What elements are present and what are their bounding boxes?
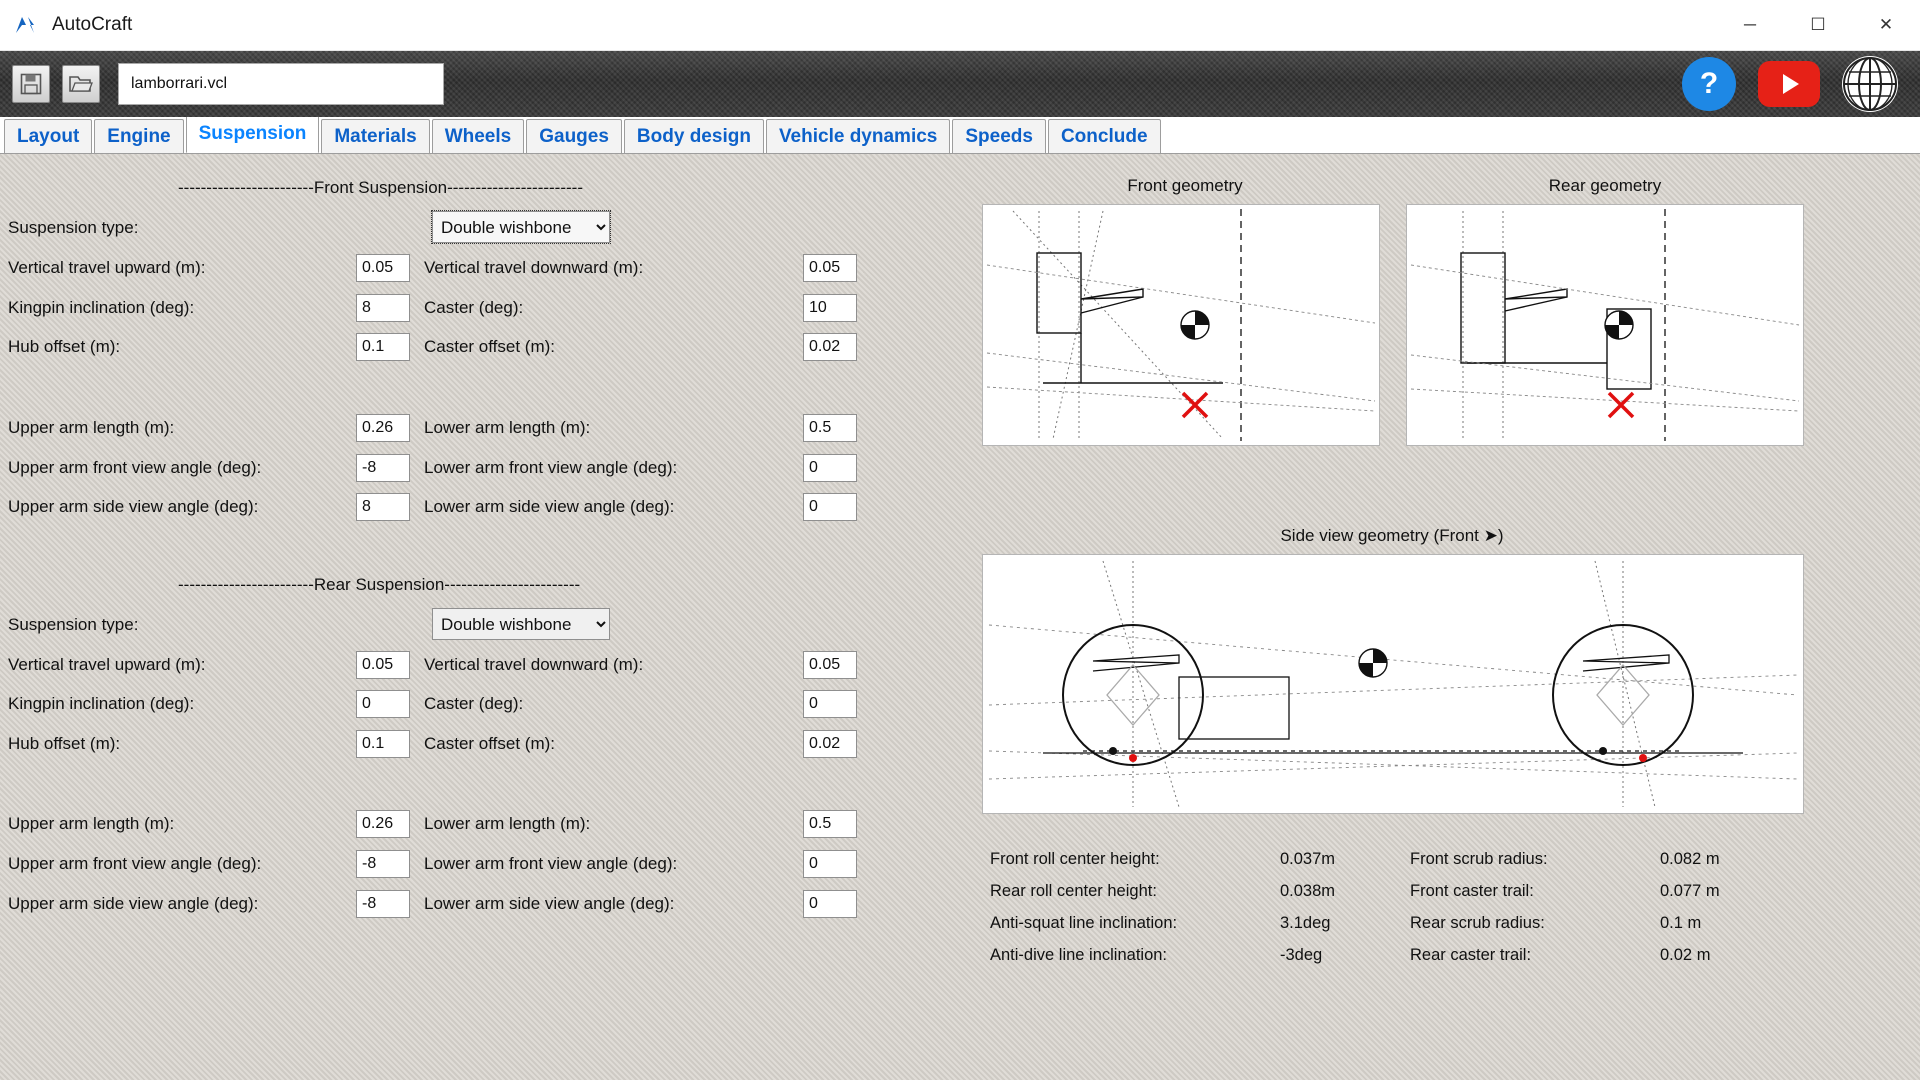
rear-lower-arm-side-angle-label: Lower arm side view angle (deg): (424, 894, 675, 913)
suspension-form (0, 154, 960, 1080)
tab-engine[interactable]: Engine (94, 119, 183, 153)
window-controls (1716, 0, 1920, 50)
front-vertical-travel-up-input[interactable] (356, 254, 410, 282)
rear-kingpin-input[interactable] (356, 690, 410, 718)
tab-suspension[interactable]: Suspension (186, 115, 320, 153)
front-suspension-type-select[interactable] (432, 211, 610, 243)
anti-squat-label: Anti-squat line inclination: (990, 914, 1178, 932)
roll-center-marker-icon (1181, 311, 1209, 339)
front-upper-arm-front-angle-input[interactable] (356, 454, 410, 482)
tab-gauges[interactable]: Gauges (526, 119, 622, 153)
open-folder-icon[interactable] (62, 65, 100, 103)
rear-vertical-travel-down-input[interactable] (803, 651, 857, 679)
rear-caster-label: Caster (deg): (424, 694, 524, 713)
side-view-drawing (983, 555, 1803, 813)
tab-wheels[interactable]: Wheels (432, 119, 525, 153)
front-vertical-travel-down-input[interactable] (803, 254, 857, 282)
maximize-icon[interactable]: ☐ (1810, 15, 1826, 34)
globe-www-icon[interactable] (1842, 56, 1898, 112)
front-red-marker-icon (1129, 754, 1137, 762)
front-caster-trail-label: Front caster trail: (1410, 882, 1534, 900)
tab-body-design[interactable]: Body design (624, 119, 764, 153)
front-suspension-header: ------------------------Front Suspension------------------------ (178, 178, 583, 197)
open-folder-glyph (69, 74, 93, 94)
toolbar-actions (1682, 56, 1898, 112)
youtube-icon[interactable] (1758, 61, 1820, 107)
rear-lower-arm-front-angle-input[interactable] (803, 850, 857, 878)
front-geometry-diagram[interactable] (982, 204, 1380, 446)
rear-geometry-title: Rear geometry (1548, 176, 1662, 195)
front-kingpin-input[interactable] (356, 294, 410, 322)
tab-layout[interactable]: Layout (4, 119, 92, 153)
front-scrub-radius-label: Front scrub radius: (1410, 850, 1548, 868)
filename-text: lamborrari.vcl (131, 75, 228, 92)
front-hub-offset-label: Hub offset (m): (8, 337, 121, 356)
rear-lower-arm-front-angle-label: Lower arm front view angle (deg): (424, 854, 678, 873)
front-upper-arm-length-input[interactable] (356, 414, 410, 442)
front-vertical-travel-down-label: Vertical travel downward (m): (424, 258, 644, 277)
front-caster-offset-label: Caster offset (m): (424, 337, 555, 356)
title-bar (0, 0, 1920, 51)
rear-red-marker-icon (1639, 754, 1647, 762)
tab-materials[interactable]: Materials (321, 119, 429, 153)
rear-kingpin-label: Kingpin inclination (deg): (8, 694, 195, 713)
rear-scrub-radius-label: Rear scrub radius: (1410, 914, 1545, 932)
geometry-previews (960, 154, 1920, 1080)
front-geometry-drawing (983, 205, 1379, 445)
rear-suspension-type-label: Suspension type: (8, 615, 139, 634)
rear-roll-center-height-value: 0.038m (1280, 882, 1336, 900)
rear-upper-arm-length-input[interactable] (356, 810, 410, 838)
anti-dive-label: Anti-dive line inclination: (990, 946, 1168, 964)
rear-suspension-type-select[interactable] (432, 608, 610, 640)
page-title: AutoCraft (52, 14, 133, 35)
front-upper-arm-length-label: Upper arm length (m): (8, 418, 175, 437)
rear-lower-arm-length-label: Lower arm length (m): (424, 814, 591, 833)
rear-lower-arm-length-input[interactable] (803, 810, 857, 838)
front-caster-label: Caster (deg): (424, 298, 524, 317)
front-lower-arm-side-angle-input[interactable] (803, 493, 857, 521)
front-scrub-radius-value: 0.082 m (1660, 850, 1720, 868)
rear-contact-point-icon (1599, 747, 1607, 755)
front-lower-arm-front-angle-label: Lower arm front view angle (deg): (424, 458, 678, 477)
rear-vertical-travel-down-label: Vertical travel downward (m): (424, 655, 644, 674)
front-roll-center-height-value: 0.037m (1280, 850, 1336, 868)
rear-lower-arm-side-angle-input[interactable] (803, 890, 857, 918)
roll-center-marker-icon (1605, 311, 1633, 339)
rear-roll-center-height-label: Rear roll center height: (990, 882, 1157, 900)
results-readout (960, 834, 1920, 964)
save-disk-icon[interactable] (12, 65, 50, 103)
front-lower-arm-front-angle-input[interactable] (803, 454, 857, 482)
tab-speeds[interactable]: Speeds (952, 119, 1046, 153)
front-upper-arm-side-angle-label: Upper arm side view angle (deg): (8, 497, 259, 516)
help-icon[interactable]: ? (1682, 57, 1736, 111)
tab-bar (0, 117, 1920, 154)
front-caster-offset-input[interactable] (803, 333, 857, 361)
tab-conclude[interactable]: Conclude (1048, 119, 1161, 153)
front-vertical-travel-up-label: Vertical travel upward (m): (8, 258, 206, 277)
filename-field[interactable] (118, 63, 444, 105)
anti-squat-value: 3.1deg (1280, 914, 1331, 932)
anti-dive-value: -3deg (1280, 946, 1323, 964)
rear-upper-arm-side-angle-input[interactable] (356, 890, 410, 918)
rear-caster-offset-label: Caster offset (m): (424, 734, 555, 753)
front-contact-point-icon (1109, 747, 1117, 755)
rear-hub-offset-label: Hub offset (m): (8, 734, 121, 753)
rear-upper-arm-side-angle-label: Upper arm side view angle (deg): (8, 894, 259, 913)
save-disk-glyph (20, 73, 42, 95)
front-suspension-type-label: Suspension type: (8, 218, 139, 237)
play-triangle-icon (1783, 74, 1799, 94)
front-lower-arm-side-angle-label: Lower arm side view angle (deg): (424, 497, 675, 516)
center-cross-marker-icon (1183, 393, 1207, 417)
rear-caster-offset-input[interactable] (803, 730, 857, 758)
rear-hub-offset-input[interactable] (356, 730, 410, 758)
suspension-panel (0, 154, 1920, 1080)
autocraft-logo-icon (14, 12, 40, 38)
rear-upper-arm-front-angle-label: Upper arm front view angle (deg): (8, 854, 262, 873)
front-roll-center-height-label: Front roll center height: (990, 850, 1160, 868)
side-view-diagram[interactable] (982, 554, 1804, 814)
toolbar (0, 51, 1920, 117)
globe-glyph (1842, 56, 1898, 112)
minimize-icon[interactable]: ─ (1743, 15, 1757, 34)
front-caster-input[interactable] (803, 294, 857, 322)
rear-caster-input[interactable] (803, 690, 857, 718)
autocraft-logo-glyph (15, 16, 39, 34)
front-upper-arm-side-angle-input[interactable] (356, 493, 410, 521)
front-kingpin-label: Kingpin inclination (deg): (8, 298, 195, 317)
front-lower-arm-length-label: Lower arm length (m): (424, 418, 591, 437)
cg-marker-icon (1359, 649, 1387, 677)
rear-upper-arm-length-label: Upper arm length (m): (8, 814, 175, 833)
close-icon[interactable]: ✕ (1878, 15, 1894, 34)
rear-suspension-header: ------------------------Rear Suspension------------------------ (178, 575, 581, 594)
front-geometry-title: Front geometry (1127, 176, 1243, 195)
center-cross-marker-icon (1609, 393, 1633, 417)
rear-scrub-radius-value: 0.1 m (1660, 914, 1702, 932)
front-hub-offset-input[interactable] (356, 333, 410, 361)
rear-upper-arm-front-angle-input[interactable] (356, 850, 410, 878)
rear-vertical-travel-up-input[interactable] (356, 651, 410, 679)
rear-geometry-diagram[interactable] (1406, 204, 1804, 446)
tab-vehicle-dynamics[interactable]: Vehicle dynamics (766, 119, 950, 153)
side-view-title: Side view geometry (Front ➤) (1280, 526, 1504, 545)
rear-caster-trail-label: Rear caster trail: (1410, 946, 1532, 964)
front-upper-arm-front-angle-label: Upper arm front view angle (deg): (8, 458, 262, 477)
rear-geometry-drawing (1407, 205, 1803, 445)
rear-caster-trail-value: 0.02 m (1660, 946, 1711, 964)
front-caster-trail-value: 0.077 m (1660, 882, 1720, 900)
rear-vertical-travel-up-label: Vertical travel upward (m): (8, 655, 206, 674)
front-lower-arm-length-input[interactable] (803, 414, 857, 442)
